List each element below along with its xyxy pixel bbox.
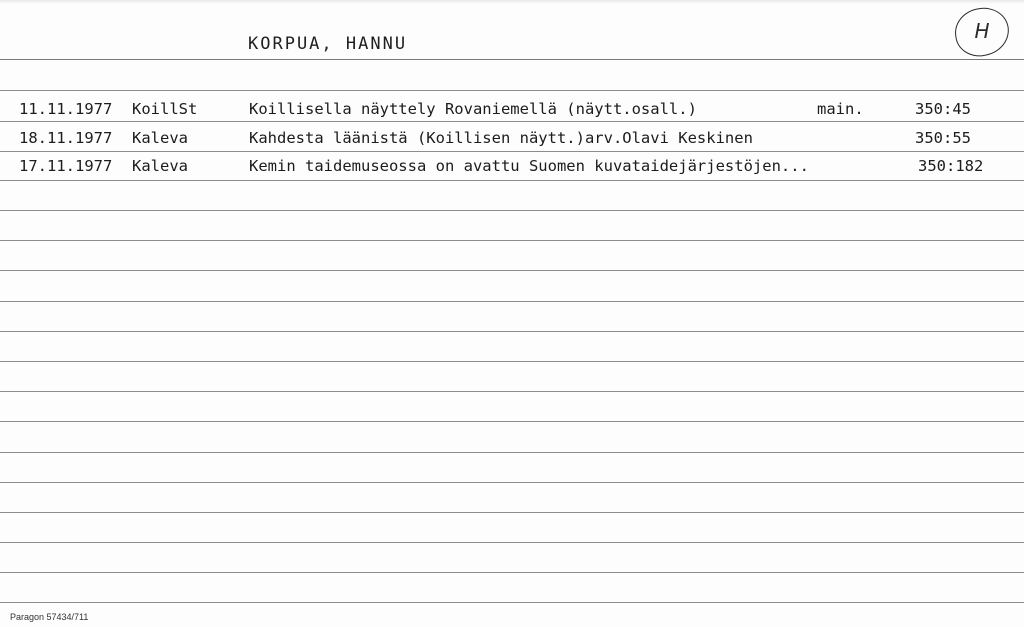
entry-row bbox=[0, 100, 1024, 128]
ruled-line bbox=[0, 331, 1024, 332]
ruled-line bbox=[0, 240, 1024, 241]
entry-row bbox=[0, 129, 1024, 157]
card-top-edge bbox=[0, 0, 1024, 4]
entry-row bbox=[0, 157, 1024, 185]
ruled-line bbox=[0, 270, 1024, 271]
ruled-line bbox=[0, 210, 1024, 211]
ruled-line bbox=[0, 301, 1024, 302]
entry-title: Kemin taidemuseossa on avattu Suomen kuvataidejärjestöjen... bbox=[249, 157, 809, 175]
handwritten-letter: H bbox=[974, 19, 990, 43]
entry-date: 17.11.1977 bbox=[19, 157, 113, 175]
ruled-line bbox=[0, 572, 1024, 573]
entry-title: Koillisella näyttely Rovaniemellä (näytt.osall.) bbox=[249, 100, 697, 118]
handwritten-letter-circle bbox=[952, 4, 1012, 59]
entry-reference: 350:182 bbox=[918, 157, 984, 175]
ruled-line bbox=[0, 421, 1024, 422]
ruled-line bbox=[0, 90, 1024, 91]
ruled-line bbox=[0, 482, 1024, 483]
entry-source: KoillSt bbox=[132, 100, 198, 118]
header-rule bbox=[0, 59, 1024, 60]
entry-date: 11.11.1977 bbox=[19, 100, 113, 118]
ruled-line bbox=[0, 391, 1024, 392]
entry-reference: 350:45 bbox=[915, 100, 971, 118]
entry-reference: 350:55 bbox=[915, 129, 971, 147]
entry-note: main. bbox=[817, 100, 864, 118]
card-name-heading: KORPUA, HANNU bbox=[248, 34, 408, 54]
entry-date: 18.11.1977 bbox=[19, 129, 113, 147]
ruled-line bbox=[0, 602, 1024, 603]
ruled-line bbox=[0, 512, 1024, 513]
ruled-line bbox=[0, 361, 1024, 362]
entry-source: Kaleva bbox=[132, 157, 188, 175]
entry-source: Kaleva bbox=[132, 129, 188, 147]
ruled-line bbox=[0, 542, 1024, 543]
printer-footer: Paragon 57434/711 bbox=[10, 612, 89, 622]
ruled-line bbox=[0, 452, 1024, 453]
entry-title: Kahdesta läänistä (Koillisen näytt.)arv.Olavi Keskinen bbox=[249, 129, 753, 147]
